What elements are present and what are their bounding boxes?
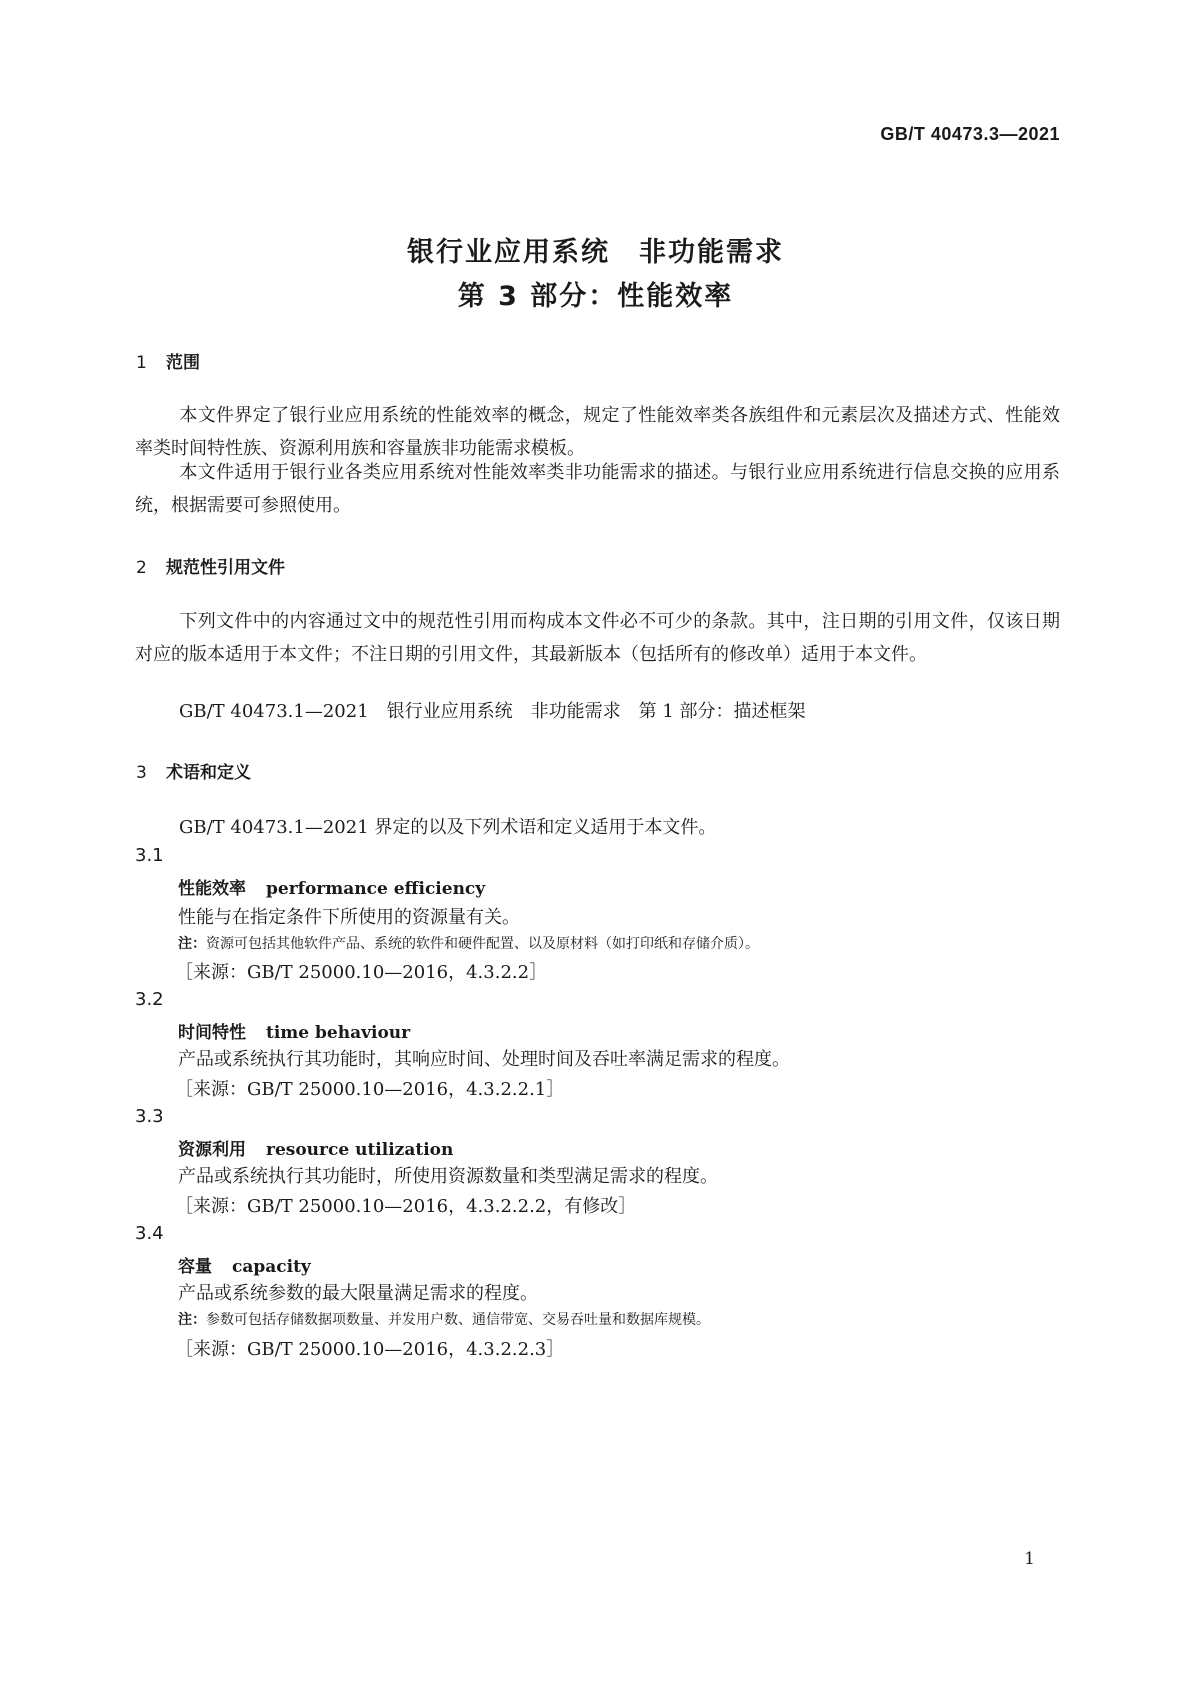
note-text: 参数可包括存储数据项数量、并发用户数、通信带宽、交易吞吐量和数据库规模。 — [206, 1312, 710, 1328]
normative-reference: GB/T 40473.1—2021 银行业应用系统 非功能需求 第 1 部分：描述框架 — [179, 701, 806, 722]
term-heading — [178, 1252, 311, 1277]
term-en: performance efficiency — [266, 879, 486, 899]
paragraph-text: 下列文件中的内容通过文中的规范性引用而构成本文件必不可少的条款。其中，注日期的引用文件，仅该日期对应的版本适用于本文件；不注日期的引用文件，其最新版本（包括所有的修改单）适用于本文件。 — [135, 611, 1060, 665]
term-number: 3.4 — [135, 1223, 164, 1244]
term-source: ［来源：GB/T 25000.10—2016，4.3.2.2］ — [175, 962, 548, 983]
term-number: 3.1 — [135, 845, 164, 866]
term-source: ［来源：GB/T 25000.10—2016，4.3.2.2.3］ — [175, 1339, 565, 1360]
paragraph-text: 本文件适用于银行业各类应用系统对性能效率类非功能需求的描述。与银行业应用系统进行信息交换的应用系统，根据需要可参照使用。 — [135, 462, 1060, 516]
term-definition: 性能与在指定条件下所使用的资源量有关。 — [178, 907, 520, 928]
section-number: 1 — [136, 353, 147, 373]
term-definition: 产品或系统参数的最大限量满足需求的程度。 — [178, 1283, 538, 1304]
section-number: 3 — [136, 763, 147, 783]
section-2-heading — [136, 553, 285, 578]
section-1-heading — [136, 348, 200, 373]
section-number: 2 — [136, 558, 147, 578]
term-definition: 产品或系统执行其功能时，所使用资源数量和类型满足需求的程度。 — [178, 1166, 718, 1187]
term-source: ［来源：GB/T 25000.10—2016，4.3.2.2.1］ — [175, 1079, 565, 1100]
paragraph-text: 本文件界定了银行业应用系统的性能效率的概念，规定了性能效率类各族组件和元素层次及描述方式、性能效率类时间特性族、资源利用族和容量族非功能需求模板。 — [135, 405, 1060, 459]
term-number: 3.3 — [135, 1106, 164, 1127]
note-label: 注： — [178, 1312, 206, 1328]
term-zh: 资源利用 — [178, 1140, 246, 1160]
title-line-1: 银行业应用系统 非功能需求 — [407, 237, 784, 268]
term-note — [178, 933, 759, 953]
term-zh: 时间特性 — [178, 1023, 246, 1043]
section-2-paragraph-1 — [135, 605, 1060, 671]
terms-intro: GB/T 40473.1—2021 界定的以及下列术语和定义适用于本文件。 — [179, 817, 717, 838]
term-note — [178, 1309, 710, 1329]
term-en: time behaviour — [266, 1023, 411, 1043]
term-en: capacity — [232, 1257, 311, 1277]
section-1-paragraph-2 — [135, 456, 1060, 522]
term-en: resource utilization — [266, 1140, 454, 1160]
standard-code: GB/T 40473.3—2021 — [880, 124, 1060, 144]
title-line-2: 第 3 部分：性能效率 — [457, 281, 734, 312]
note-label: 注： — [178, 936, 206, 952]
term-zh: 容量 — [178, 1257, 212, 1277]
page-number: 1 — [1024, 1549, 1035, 1569]
section-3-heading — [136, 758, 251, 783]
term-heading — [178, 1018, 410, 1043]
term-number: 3.2 — [135, 989, 164, 1010]
term-heading — [178, 874, 485, 899]
section-title: 规范性引用文件 — [166, 558, 285, 578]
term-zh: 性能效率 — [178, 879, 246, 899]
note-text: 资源可包括其他软件产品、系统的软件和硬件配置、以及原材料（如打印纸和存储介质）。 — [206, 936, 759, 952]
section-title: 范围 — [166, 353, 200, 373]
term-heading — [178, 1135, 453, 1160]
term-definition: 产品或系统执行其功能时，其响应时间、处理时间及吞吐率满足需求的程度。 — [178, 1049, 790, 1070]
section-title: 术语和定义 — [166, 763, 251, 783]
term-source: ［来源：GB/T 25000.10—2016，4.3.2.2.2，有修改］ — [175, 1196, 637, 1217]
